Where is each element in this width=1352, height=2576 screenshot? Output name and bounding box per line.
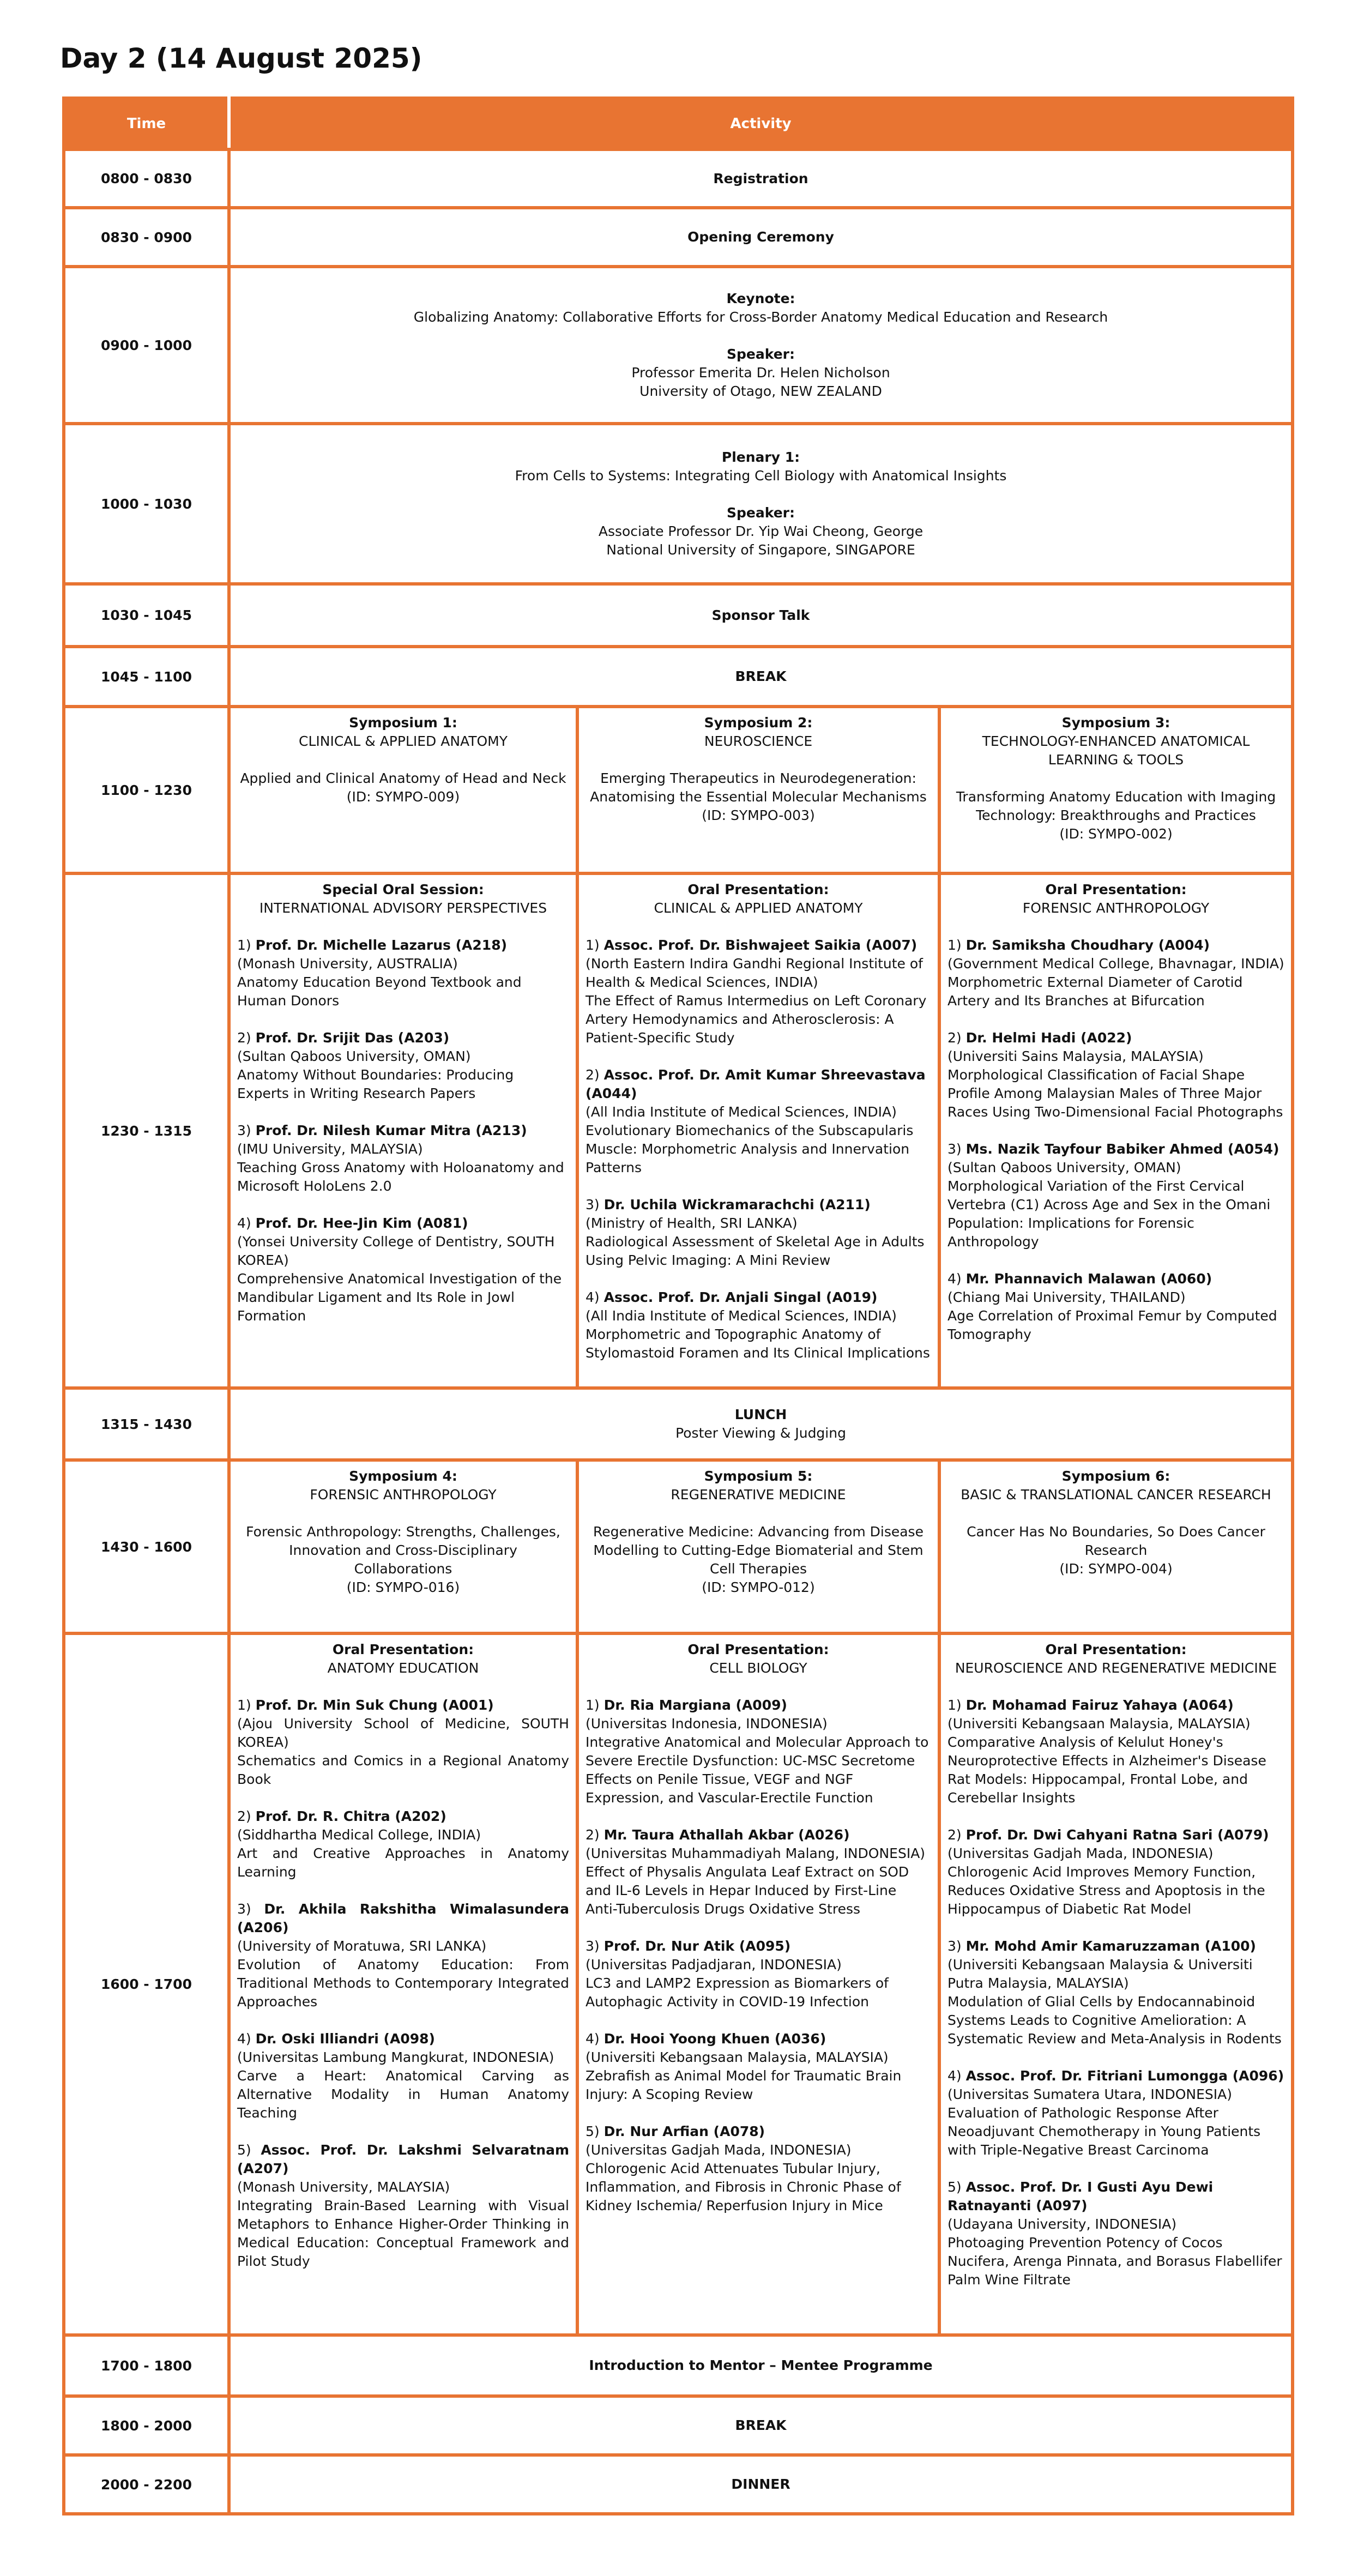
presentation-entry — [586, 2122, 931, 2215]
session-theme: ANATOMY EDUCATION — [327, 1660, 479, 1676]
presenter-name: Prof. Dr. Nur Atik (A095) — [603, 1938, 791, 1954]
plenary-label: Plenary 1: — [721, 449, 800, 465]
presenter-affiliation: (Ajou University School of Medicine, SOUTH KOREA) — [237, 1716, 569, 1750]
presenter-name: Prof. Dr. Min Suk Chung (A001) — [255, 1697, 494, 1713]
session-theme: NEUROSCIENCE AND REGENERATIVE MEDICINE — [955, 1660, 1277, 1676]
presentation-title: Age Correlation of Proximal Femur by Computed Tomography — [947, 1308, 1277, 1342]
symposium-1-cell — [229, 707, 577, 873]
presentation-entry — [237, 1696, 569, 1789]
presenter-affiliation: (Universitas Gadjah Mada, INDONESIA) — [586, 2142, 852, 2158]
session-label: Oral Presentation: — [1045, 1642, 1187, 1657]
presenter-affiliation: (Universitas Muhammadiyah Malang, INDONESIA) — [586, 1845, 926, 1861]
presenter-name: Mr. Phannavich Malawan (A060) — [965, 1271, 1212, 1287]
symposium-title: Regenerative Medicine: Advancing from Disease Modelling to Cutting-Edge Biomaterial and Stem Cell Therapies — [593, 1524, 924, 1577]
presentation-entry — [586, 1826, 931, 1919]
presenter-name: Dr. Mohamad Fairuz Yahaya (A064) — [965, 1697, 1234, 1713]
symposium-label: Symposium 5: — [704, 1468, 813, 1484]
presentation-entry — [237, 1807, 569, 1881]
presentation-entry — [237, 1900, 569, 2011]
oral-session-cell — [577, 1633, 939, 2335]
symposium-6-cell — [939, 1460, 1293, 1633]
presentation-entry — [237, 2030, 569, 2122]
row-break2 — [64, 2396, 1293, 2455]
presenter-affiliation: (Universitas Sumatera Utara, INDONESIA) — [947, 2086, 1232, 2102]
time-cell: 0830 - 0900 — [64, 208, 229, 267]
presenter-affiliation: (Universitas Lambung Mangkurat, INDONESIA) — [237, 2049, 554, 2065]
presenter-affiliation: (Siddhartha Medical College, INDIA) — [237, 1827, 481, 1843]
activity-cell: Sponsor Talk — [229, 584, 1293, 647]
presenter-name: Dr. Ria Margiana (A009) — [603, 1697, 787, 1713]
presentation-title: Anatomy Without Boundaries: Producing Experts in Writing Research Papers — [237, 1067, 514, 1101]
entry-number: 1) — [586, 937, 600, 953]
schedule-table — [62, 96, 1294, 2515]
presentation-title: Evaluation of Pathologic Response After Neoadjuvant Chemotherapy in Young Patients with Triple-Negative Breast Carcinoma — [947, 2105, 1261, 2158]
oral-session-cell — [577, 873, 939, 1388]
time-cell: 1100 - 1230 — [64, 707, 229, 873]
presentation-entry — [237, 1121, 569, 1196]
plenary-speaker-name: Associate Professor Dr. Yip Wai Cheong, George — [598, 523, 924, 539]
header-time: Time — [64, 98, 229, 149]
symposium-title: Cancer Has No Boundaries, So Does Cancer Research — [967, 1524, 1265, 1558]
oral-session-cell — [229, 1633, 577, 2335]
presentation-title: Radiological Assessment of Skeletal Age in Adults Using Pelvic Imaging: A Mini Review — [586, 1234, 925, 1268]
plenary-topic: From Cells to Systems: Integrating Cell Biology with Anatomical Insights — [515, 468, 1007, 484]
row-sponsor — [64, 584, 1293, 647]
presenter-affiliation: (Government Medical College, Bhavnagar, INDIA) — [947, 956, 1284, 972]
entry-number: 2) — [586, 1827, 600, 1843]
plenary-cell — [229, 424, 1293, 584]
row-symposia-pm — [64, 1460, 1293, 1633]
entry-number: 1) — [947, 937, 962, 953]
activity-cell: Registration — [229, 149, 1293, 208]
presenter-name: Assoc. Prof. Dr. Amit Kumar Shreevastava (A044) — [586, 1067, 926, 1101]
symposium-4-cell — [229, 1460, 577, 1633]
presenter-name: Prof. Dr. R. Chitra (A202) — [255, 1808, 446, 1824]
presentation-entry — [947, 1696, 1284, 1807]
entry-number: 1) — [586, 1697, 600, 1713]
entry-number: 1) — [237, 937, 251, 953]
presentation-entry — [237, 1214, 569, 1325]
symposium-id: (ID: SYMPO-002) — [1059, 826, 1173, 842]
lunch-subtitle: Poster Viewing & Judging — [675, 1425, 846, 1441]
row-keynote — [64, 267, 1293, 424]
entry-number: 2) — [237, 1030, 251, 1046]
time-cell: 1430 - 1600 — [64, 1460, 229, 1633]
session-theme: FORENSIC ANTHROPOLOGY — [1022, 900, 1210, 916]
presenter-name: Prof. Dr. Hee-Jin Kim (A081) — [255, 1215, 468, 1231]
entry-number: 3) — [947, 1141, 962, 1157]
time-cell: 0900 - 1000 — [64, 267, 229, 424]
presenter-affiliation: (Ministry of Health, SRI LANKA) — [586, 1215, 798, 1231]
presenter-name: Mr. Taura Athallah Akbar (A026) — [603, 1827, 850, 1843]
oral-session-cell — [939, 873, 1293, 1388]
presenter-name: Assoc. Prof. Dr. Lakshmi Selvaratnam (A207) — [237, 2142, 569, 2176]
session-label: Oral Presentation: — [1045, 882, 1187, 897]
page-title: Day 2 (14 August 2025) — [60, 43, 422, 74]
keynote-speaker-name: Professor Emerita Dr. Helen Nicholson — [631, 365, 890, 381]
row-break1 — [64, 647, 1293, 707]
presentation-entry — [586, 1937, 931, 2011]
presentation-title: Carve a Heart: Anatomical Carving as Alternative Modality in Human Anatomy Teaching — [237, 2068, 569, 2121]
lunch-cell — [229, 1388, 1293, 1460]
presenter-name: Dr. Hooi Yoong Khuen (A036) — [603, 2031, 826, 2047]
presentation-title: Morphometric External Diameter of Carotid Artery and Its Branches at Bifurcation — [947, 974, 1243, 1009]
presenter-affiliation: (Universiti Sains Malaysia, MALAYSIA) — [947, 1048, 1204, 1064]
activity-cell: BREAK — [229, 647, 1293, 707]
symposium-2-cell — [577, 707, 939, 873]
entry-number: 4) — [237, 2031, 251, 2047]
symposium-title: Transforming Anatomy Education with Imaging Technology: Breakthroughs and Practices — [956, 789, 1276, 823]
presenter-name: Assoc. Prof. Dr. Fitriani Lumongga (A096) — [965, 2068, 1284, 2084]
presentation-title: Integrative Anatomical and Molecular Approach to Severe Erectile Dysfunction: UC-MSC Secretome Effects on Penile Tissue, VEGF and NGF Expression, and Vascular-Erectile Function — [586, 1734, 929, 1806]
row-dinner — [64, 2455, 1293, 2514]
presenter-name: Prof. Dr. Srijit Das (A203) — [255, 1030, 450, 1046]
presenter-name: Prof. Dr. Nilesh Kumar Mitra (A213) — [255, 1123, 527, 1138]
symposium-title: Applied and Clinical Anatomy of Head and Neck — [240, 770, 566, 786]
entry-number: 5) — [237, 2142, 251, 2158]
presenter-affiliation: (IMU University, MALAYSIA) — [237, 1141, 423, 1157]
session-theme: INTERNATIONAL ADVISORY PERSPECTIVES — [259, 900, 547, 916]
presentation-title: Chlorogenic Acid Attenuates Tubular Injury, Inflammation, and Fibrosis in Chronic Phase of Kidney Ischemia/ Reperfusion Injury in Mice — [586, 2161, 901, 2213]
entry-number: 3) — [947, 1938, 962, 1954]
presentation-entry — [947, 2178, 1284, 2289]
symposium-label: Symposium 4: — [349, 1468, 457, 1484]
row-symposia-am — [64, 707, 1293, 873]
presentation-entry — [586, 936, 931, 1047]
symposium-theme: NEUROSCIENCE — [704, 733, 813, 749]
presenter-name: Prof. Dr. Michelle Lazarus (A218) — [255, 937, 508, 953]
presenter-affiliation: (Universitas Indonesia, INDONESIA) — [586, 1716, 828, 1732]
entry-number: 3) — [586, 1197, 600, 1212]
presenter-affiliation: (Universiti Kebangsaan Malaysia, MALAYSIA) — [586, 2049, 889, 2065]
presentation-entry — [947, 1029, 1284, 1121]
presentation-title: The Effect of Ramus Intermedius on Left Coronary Artery Hemodynamics and Atherosclerosis: A Patient-Specific Study — [586, 993, 927, 1046]
presenter-affiliation: (Universitas Padjadjaran, INDONESIA) — [586, 1957, 842, 1972]
presenter-affiliation: (Udayana University, INDONESIA) — [947, 2216, 1177, 2232]
presenter-affiliation: (Chiang Mai University, THAILAND) — [947, 1289, 1186, 1305]
oral-session-cell — [939, 1633, 1293, 2335]
presenter-affiliation: (University of Moratuwa, SRI LANKA) — [237, 1938, 487, 1954]
presentation-title: Morphometric and Topographic Anatomy of Stylomastoid Foramen and Its Clinical Implications — [586, 1326, 930, 1361]
presenter-name: Prof. Dr. Dwi Cahyani Ratna Sari (A079) — [965, 1827, 1269, 1843]
symposium-theme: BASIC & TRANSLATIONAL CANCER RESEARCH — [961, 1487, 1271, 1503]
symposium-id: (ID: SYMPO-003) — [702, 807, 815, 823]
presentation-entry — [586, 1196, 931, 1270]
symposium-theme: REGENERATIVE MEDICINE — [671, 1487, 846, 1503]
session-label: Oral Presentation: — [687, 882, 829, 897]
presenter-name: Mr. Mohd Amir Kamaruzzaman (A100) — [965, 1938, 1256, 1954]
entry-number: 2) — [237, 1808, 251, 1824]
keynote-speaker-label: Speaker: — [727, 346, 795, 362]
presentation-entry — [947, 936, 1284, 1010]
presentation-title: Comprehensive Anatomical Investigation of the Mandibular Ligament and Its Role in Jowl Formation — [237, 1271, 562, 1324]
presenter-affiliation: (Monash University, MALAYSIA) — [237, 2179, 450, 2195]
time-cell: 0800 - 0830 — [64, 149, 229, 208]
row-plenary — [64, 424, 1293, 584]
presentation-entry — [586, 2030, 931, 2104]
session-theme: CLINICAL & APPLIED ANATOMY — [654, 900, 863, 916]
presentation-title: Morphological Classification of Facial Shape Profile Among Malaysian Males of Three Major Races Using Two-Dimensional Facial Photographs — [947, 1067, 1283, 1120]
keynote-speaker-affil: University of Otago, NEW ZEALAND — [639, 383, 882, 399]
row-lunch — [64, 1388, 1293, 1460]
entry-number: 5) — [947, 2179, 962, 2195]
presenter-affiliation: (Sultan Qaboos University, OMAN) — [947, 1160, 1181, 1175]
presenter-name: Ms. Nazik Tayfour Babiker Ahmed (A054) — [965, 1141, 1279, 1157]
presenter-affiliation: (Universiti Kebangsaan Malaysia, MALAYSIA) — [947, 1716, 1251, 1732]
entry-number: 4) — [586, 2031, 600, 2047]
entry-number: 5) — [586, 2123, 600, 2139]
session-label: Oral Presentation: — [332, 1642, 474, 1657]
entry-number: 3) — [237, 1123, 251, 1138]
plenary-speaker-affil: National University of Singapore, SINGAPORE — [606, 542, 915, 558]
entry-number: 1) — [237, 1697, 251, 1713]
presentation-title: Modulation of Glial Cells by Endocannabinoid Systems Leads to Cognitive Amelioration: A Systematic Review and Meta-Analysis in Rodents — [947, 1994, 1282, 2047]
symposium-theme: FORENSIC ANTHROPOLOGY — [310, 1487, 497, 1503]
presenter-name: Dr. Akhila Rakshitha Wimalasundera (A206) — [237, 1901, 569, 1935]
presenter-name: Dr. Uchila Wickramarachchi (A211) — [603, 1197, 871, 1212]
presentation-entry — [947, 1826, 1284, 1919]
presenter-name: Assoc. Prof. Dr. Anjali Singal (A019) — [603, 1289, 878, 1305]
presentation-entry — [947, 1937, 1284, 2048]
symposium-theme: CLINICAL & APPLIED ANATOMY — [298, 733, 508, 749]
presentation-entry — [237, 2141, 569, 2271]
session-label: Special Oral Session: — [322, 882, 484, 897]
time-cell: 1045 - 1100 — [64, 647, 229, 707]
symposium-label: Symposium 3: — [1061, 715, 1170, 731]
presenter-affiliation: (Monash University, AUSTRALIA) — [237, 956, 458, 972]
symposium-title: Forensic Anthropology: Strengths, Challenges, Innovation and Cross-Disciplinary Collaborations — [246, 1524, 560, 1577]
time-cell: 1030 - 1045 — [64, 584, 229, 647]
activity-cell: DINNER — [229, 2455, 1293, 2514]
activity-cell: BREAK — [229, 2396, 1293, 2455]
oral-session-cell — [229, 873, 577, 1388]
presentation-entry — [947, 2067, 1284, 2159]
presentation-entry — [586, 1288, 931, 1362]
symposium-5-cell — [577, 1460, 939, 1633]
row-orals-am — [64, 873, 1293, 1388]
session-theme: CELL BIOLOGY — [709, 1660, 807, 1676]
presenter-affiliation: (Universitas Gadjah Mada, INDONESIA) — [947, 1845, 1214, 1861]
presentation-title: Art and Creative Approaches in Anatomy Learning — [237, 1845, 569, 1880]
time-cell: 1315 - 1430 — [64, 1388, 229, 1460]
time-cell: 1700 - 1800 — [64, 2335, 229, 2396]
header-activity: Activity — [229, 98, 1293, 149]
symposium-label: Symposium 6: — [1061, 1468, 1170, 1484]
symposium-label: Symposium 1: — [349, 715, 457, 731]
entry-number: 4) — [237, 1215, 251, 1231]
presentation-entry — [237, 1029, 569, 1103]
symposium-id: (ID: SYMPO-009) — [346, 789, 460, 805]
symposium-id: (ID: SYMPO-012) — [702, 1579, 815, 1595]
presenter-name: Assoc. Prof. Dr. I Gusti Ayu Dewi Ratnayanti (A097) — [947, 2179, 1214, 2213]
presentation-title: Integrating Brain-Based Learning with Visual Metaphors to Enhance Higher-Order Thinking in Medical Education: Conceptual Framework and Pilot Study — [237, 2198, 569, 2269]
time-cell: 1600 - 1700 — [64, 1633, 229, 2335]
presenter-name: Dr. Oski Illiandri (A098) — [255, 2031, 435, 2047]
entry-number: 3) — [586, 1938, 600, 1954]
presentation-title: Evolutionary Biomechanics of the Subscapularis Muscle: Morphometric Analysis and Innervation Patterns — [586, 1123, 914, 1175]
header-row — [64, 98, 1293, 149]
symposium-3-cell — [939, 707, 1293, 873]
symposium-theme: TECHNOLOGY-ENHANCED ANATOMICAL LEARNING & TOOLS — [982, 733, 1250, 768]
presenter-affiliation: (Sultan Qaboos University, OMAN) — [237, 1048, 471, 1064]
time-cell: 1000 - 1030 — [64, 424, 229, 584]
presenter-affiliation: (Yonsei University College of Dentistry, SOUTH KOREA) — [237, 1234, 555, 1268]
symposium-id: (ID: SYMPO-016) — [346, 1579, 460, 1595]
keynote-topic: Globalizing Anatomy: Collaborative Efforts for Cross-Border Anatomy Medical Education and Research — [413, 309, 1108, 325]
entry-number: 4) — [947, 2068, 962, 2084]
presenter-name: Dr. Helmi Hadi (A022) — [965, 1030, 1132, 1046]
plenary-speaker-label: Speaker: — [727, 505, 795, 521]
activity-cell: Opening Ceremony — [229, 208, 1293, 267]
presentation-entry — [947, 1140, 1284, 1251]
presentation-title: Zebrafish as Animal Model for Traumatic Brain Injury: A Scoping Review — [586, 2068, 902, 2102]
entry-number: 2) — [586, 1067, 600, 1083]
presentation-title: Anatomy Education Beyond Textbook and Human Donors — [237, 974, 522, 1009]
keynote-cell — [229, 267, 1293, 424]
entry-number: 2) — [947, 1030, 962, 1046]
presenter-affiliation: (North Eastern Indira Gandhi Regional Institute of Health & Medical Sciences, INDIA) — [586, 956, 923, 990]
time-cell: 1800 - 2000 — [64, 2396, 229, 2455]
presenter-affiliation: (All India Institute of Medical Sciences, INDIA) — [586, 1308, 897, 1324]
presentation-title: Morphological Variation of the First Cervical Vertebra (C1) Across Age and Sex in the Omani Population: Implications for Forensic Anthropology — [947, 1178, 1271, 1250]
symposium-title: Emerging Therapeutics in Neurodegeneration: Anatomising the Essential Molecular Mechanisms — [590, 770, 927, 805]
presentation-entry — [586, 1696, 931, 1807]
row-registration — [64, 149, 1293, 208]
presentation-title: LC3 and LAMP2 Expression as Biomarkers of Autophagic Activity in COVID-19 Infection — [586, 1975, 889, 2010]
presentation-entry — [947, 1270, 1284, 1344]
lunch-label: LUNCH — [734, 1407, 787, 1422]
time-cell: 1230 - 1315 — [64, 873, 229, 1388]
presentation-title: Effect of Physalis Angulata Leaf Extract on SOD and IL-6 Levels in Hepar Induced by First-Line Anti-Tuberculosis Drugs Oxidative Stress — [586, 1864, 909, 1917]
session-label: Oral Presentation: — [687, 1642, 829, 1657]
symposium-id: (ID: SYMPO-004) — [1059, 1561, 1173, 1577]
activity-cell: Introduction to Mentor – Mentee Programme — [229, 2335, 1293, 2396]
presenter-name: Dr. Samiksha Choudhary (A004) — [965, 937, 1210, 953]
presenter-name: Assoc. Prof. Dr. Bishwajeet Saikia (A007) — [603, 937, 918, 953]
presentation-title: Schematics and Comics in a Regional Anatomy Book — [237, 1753, 569, 1787]
presenter-affiliation: (Universiti Kebangsaan Malaysia & Universiti Putra Malaysia, MALAYSIA) — [947, 1957, 1253, 1991]
entry-number: 4) — [947, 1271, 962, 1287]
presenter-name: Dr. Nur Arfian (A078) — [603, 2123, 765, 2139]
presentation-title: Photoaging Prevention Potency of Cocos Nucifera, Arenga Pinnata, and Borasus Flabellifer Palm Wine Filtrate — [947, 2235, 1282, 2288]
presentation-title: Chlorogenic Acid Improves Memory Function, Reduces Oxidative Stress and Apoptosis in the Hippocampus of Diabetic Rat Model — [947, 1864, 1265, 1917]
entry-number: 3) — [237, 1901, 251, 1917]
presentation-title: Evolution of Anatomy Education: From Traditional Methods to Contemporary Integrated Approaches — [237, 1957, 569, 2010]
time-cell: 2000 - 2200 — [64, 2455, 229, 2514]
presentation-entry — [237, 936, 569, 1010]
presentation-title: Comparative Analysis of Kelulut Honey's Neuroprotective Effects in Alzheimer's Disease Rat Models: Hippocampal, Frontal Lobe, and Cerebellar Insights — [947, 1734, 1266, 1806]
entry-number: 1) — [947, 1697, 962, 1713]
presentation-title: Teaching Gross Anatomy with Holoanatomy and Microsoft HoloLens 2.0 — [237, 1160, 564, 1194]
entry-number: 4) — [586, 1289, 600, 1305]
row-orals-pm — [64, 1633, 1293, 2335]
row-opening — [64, 208, 1293, 267]
presentation-entry — [586, 1066, 931, 1177]
presenter-affiliation: (All India Institute of Medical Sciences, INDIA) — [586, 1104, 897, 1120]
entry-number: 2) — [947, 1827, 962, 1843]
keynote-label: Keynote: — [726, 291, 795, 306]
row-mentor — [64, 2335, 1293, 2396]
symposium-label: Symposium 2: — [704, 715, 813, 731]
